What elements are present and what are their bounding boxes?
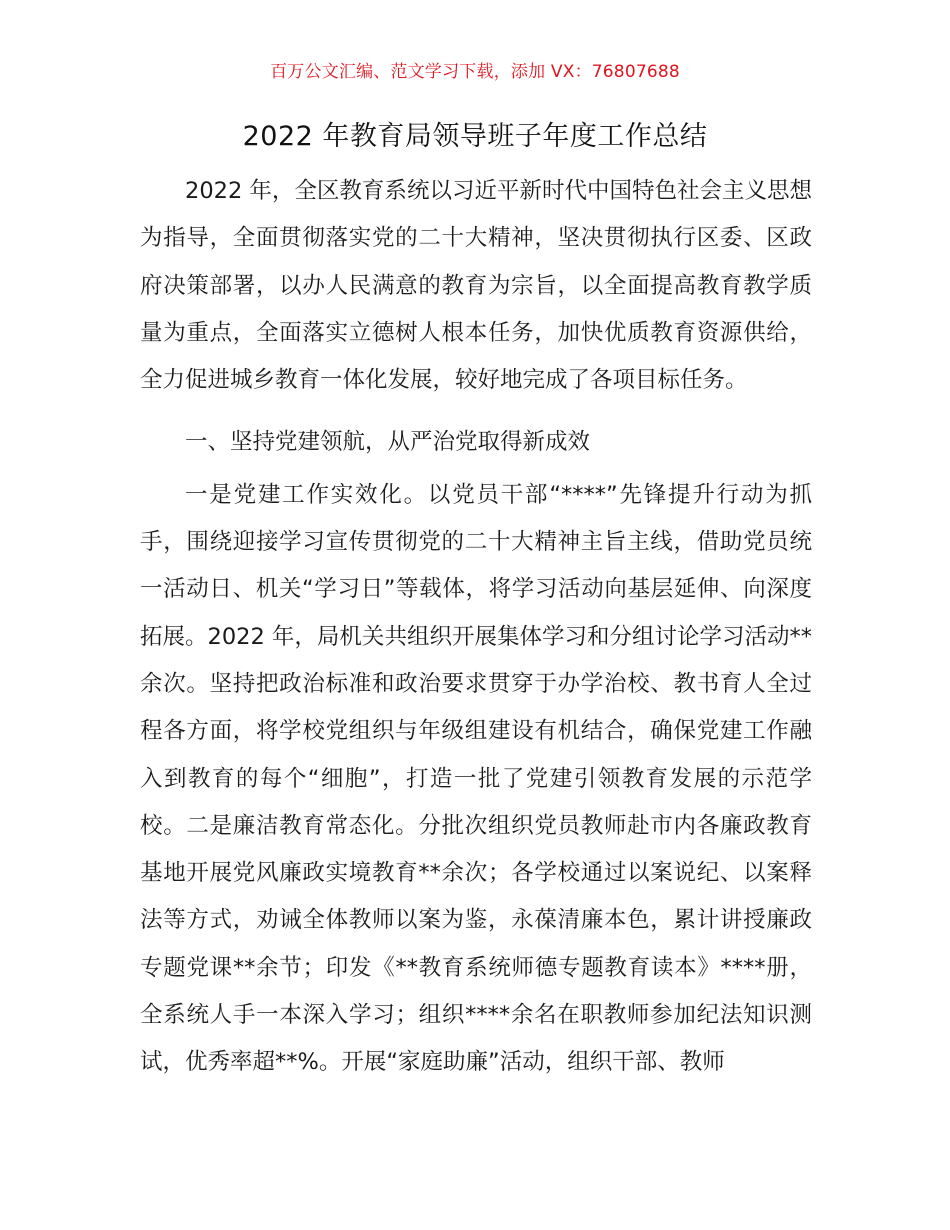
section-heading-1: 一、坚持党建领航，从严治党取得新成效 xyxy=(185,429,591,456)
paragraph-intro: 2022 年，全区教育系统以习近平新时代中国特色社会主义思想为指导，全面贯彻落实党的二十大精神，坚决贯彻执行区委、区政府决策部署，以办人民满意的教育为宗旨，以全面提高教育教学质量为重点，全面落实立德树人根本任务，加快优质教育资源供给，全力促进城乡教育一体化发展，较好地完成了各项目标任务。 xyxy=(140,178,812,394)
paragraph-party-building: 一是党建工作实效化。以党员干部“****”先锋提升行动为抓手，围绕迎接学习宣传贯彻党的二十大精神主旨主线，借助党员统一活动日、机关“学习日”等载体，将学习活动向基层延伸、向深度拓展。2022 年，局机关共组织开展集体学习和分组讨论学习活动**余次。坚持把政治标准和政治要求贯穿于办学治校、教书育人全过程各方面，将学校党组织与年级组建设有机结合，确保党建工作融入到教育的每个“细胞”，打造一批了党建引领教育发展的示范学校。二是廉洁教育常态化。分批次组织党员教师赴市内各廉政教育基地开展党风廉政实境教育**余次；各学校通过以案说纪、以案释法等方式，劝诫全体教师以案为鉴，永葆清廉本色，累计讲授廉政专题党课**余节；印发《**教育系统师德专题教育读本》****册，全系统人手一本深入学习；组织****余名在职教师参加纪法知识测试，优秀率超**%。开展“家庭助廉”活动，组织干部、教师 xyxy=(140,481,812,1076)
document-title: 2022 年教育局领导班子年度工作总结 xyxy=(242,121,708,152)
header-watermark-note: 百万公文汇编、范文学习下载，添加 VX：76807688 xyxy=(270,62,680,82)
document-body xyxy=(140,168,812,1087)
